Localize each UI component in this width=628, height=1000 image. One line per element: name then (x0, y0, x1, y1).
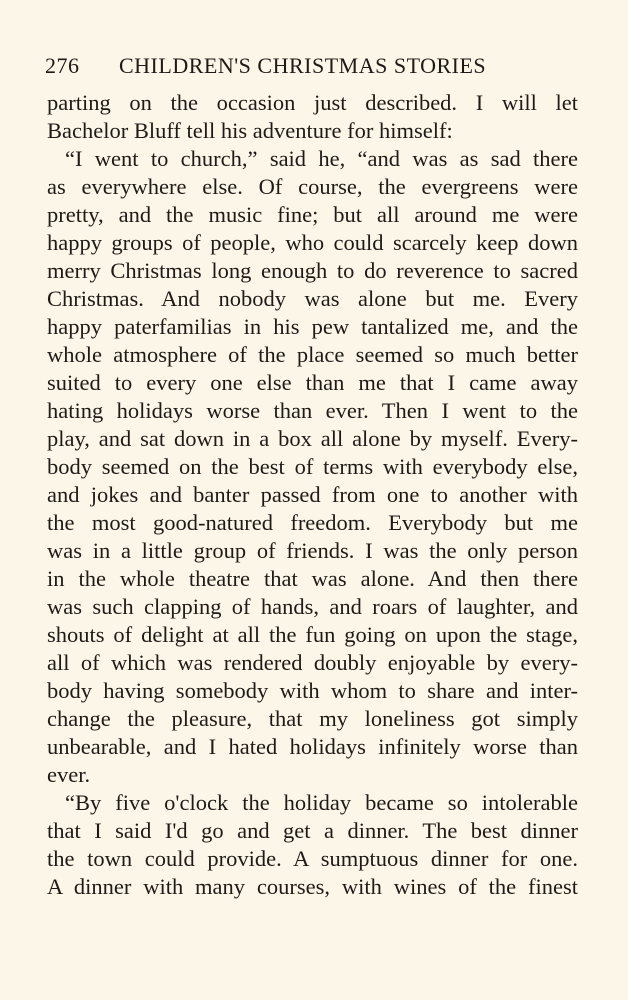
body-text (47, 89, 578, 901)
text-line: “I went to church,” said he, “and was as sad there (65, 146, 578, 171)
running-title: CHILDREN'S CHRISTMAS STORIES (119, 53, 487, 78)
text-line: Bachelor Bluff tell his adventure for himself: (47, 118, 453, 143)
text-line: the town could provide. A sumptuous dinner for one. (47, 846, 578, 871)
text-line: parting on the occasion just described. I will let (47, 90, 578, 115)
text-line: hating holidays worse than ever. Then I went to the (47, 398, 578, 423)
text-line: in the whole theatre that was alone. And then there (47, 566, 578, 591)
page-number: 276 (45, 53, 80, 78)
text-line: happy groups of people, who could scarcely keep down (47, 230, 578, 255)
text-line: “By five o'clock the holiday became so intolerable (65, 790, 578, 815)
text-line: body having somebody with whom to share and inter- (47, 678, 578, 703)
text-line: shouts of delight at all the fun going on upon the stage, (47, 622, 578, 647)
text-line: play, and sat down in a box all alone by myself. Every- (47, 426, 578, 451)
text-line: was in a little group of friends. I was the only person (47, 538, 578, 563)
text-line: all of which was rendered doubly enjoyable by every- (47, 650, 578, 675)
text-line: Christmas. And nobody was alone but me. Every (47, 286, 578, 311)
text-line: A dinner with many courses, with wines of the finest (47, 874, 578, 899)
text-line: pretty, and the music fine; but all around me were (47, 202, 578, 227)
text-line: and jokes and banter passed from one to another with (47, 482, 578, 507)
text-line: whole atmosphere of the place seemed so much better (47, 342, 578, 367)
text-line: merry Christmas long enough to do reverence to sacred (47, 258, 578, 283)
text-line: body seemed on the best of terms with everybody else, (47, 454, 578, 479)
text-line: as everywhere else. Of course, the evergreens were (47, 174, 578, 199)
text-line: the most good-natured freedom. Everybody but me (47, 510, 578, 535)
running-header (45, 50, 585, 82)
text-line: change the pleasure, that my loneliness got simply (47, 706, 578, 731)
text-line: unbearable, and I hated holidays infinitely worse than (47, 734, 578, 759)
text-line: suited to every one else than me that I came away (47, 370, 578, 395)
text-line: that I said I'd go and get a dinner. The best dinner (47, 818, 578, 843)
text-line: was such clapping of hands, and roars of laughter, and (47, 594, 578, 619)
text-line: happy paterfamilias in his pew tantalized me, and the (47, 314, 578, 339)
text-line: ever. (47, 762, 91, 787)
